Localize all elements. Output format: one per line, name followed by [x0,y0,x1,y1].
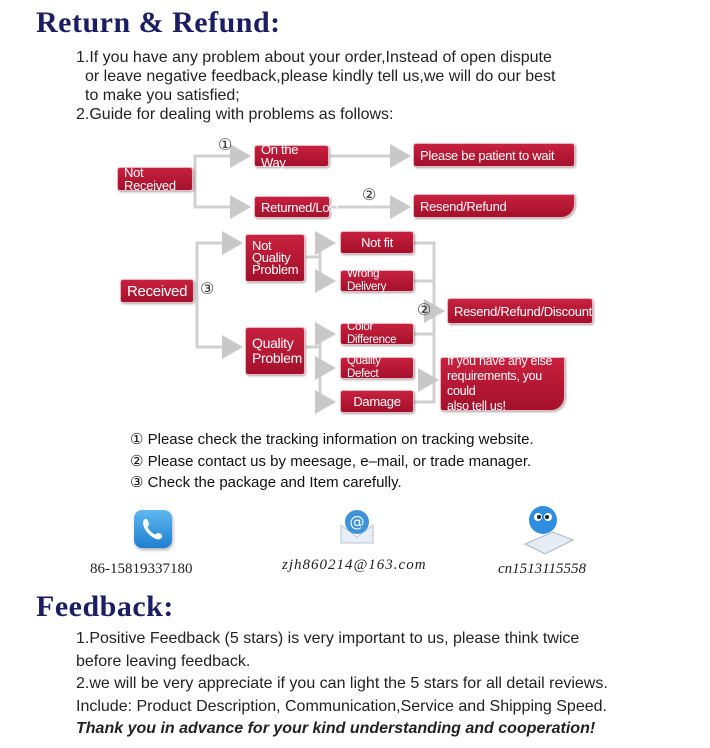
req-line-3: also tell us! [447,399,506,413]
qp-line-2: Problem [252,350,303,366]
damage-box: Damage [340,390,414,413]
phone-icon [134,510,172,548]
please-wait-box: Please be patient to wait [413,143,575,167]
email-icon [337,505,377,545]
return-refund-title: Return & Refund: [36,6,281,39]
nq-line-2: Quality [252,250,291,265]
color-difference-box: Color Difference [340,323,414,345]
note-3: ③ Check the package and Item carefully. [130,474,402,491]
note-1: ① Please check the tracking information on tracking website. [130,431,534,448]
intro-line-1: 1.If you have any problem about your order,Instead of open dispute [76,49,552,66]
qp-line-1: Quality [252,335,294,351]
quality-problem-box [245,327,305,375]
note-2: ② Please contact us by meesage, e–mail, or trade manager. [130,452,532,470]
phone-number: 86-15819337180 [90,561,193,577]
returned-lost-box: Returned/Lost [254,196,330,218]
feedback-thanks: Thank you in advance for your kind understanding and cooperation! [76,720,596,737]
quality-defect-box: Quality Defect [340,357,414,379]
not-received-box: Not Received [117,167,193,191]
intro-line-2: or leave negative feedback,please kindly tell us,we will do our best [85,68,556,85]
wrong-delivery-box: Wrong Delivery [340,270,414,292]
feedback-line-1: 1.Positive Feedback (5 stars) is very important to us, please think twice [76,630,580,647]
on-the-way-box: On the Way [254,145,329,167]
req-line-1: If you have any else [447,354,553,368]
received-box: Received [120,279,194,303]
mark-2b: ② [417,302,432,319]
not-quality-problem-box [245,234,305,282]
feedback-line-2: before leaving feedback. [76,652,251,670]
req-line-2: requirements, you could [447,369,542,398]
mark-2: ② [362,187,377,204]
qq-icon [519,500,575,556]
guide-line: 2.Guide for dealing with problems as follows: [76,106,394,123]
nq-line-1: Not [252,238,272,253]
feedback-title: Feedback: [36,590,174,623]
mark-1: ① [218,137,233,154]
feedback-paragraph [76,628,608,741]
email-address: zjh860214@163.com [282,557,427,573]
resend-refund-box: Resend/Refund [413,194,575,218]
intro-line-3: to make you satisfied; [85,87,240,104]
mark-3: ③ [200,281,215,298]
not-fit-box: Not fit [340,231,414,254]
resend-refund-discount-box: Resend/Refund/Discount [447,298,593,324]
feedback-line-3: 2.we will be very appreciate if you can light the 5 stars for all detail reviews. [76,675,608,692]
nq-line-3: Problem [252,262,299,277]
svg-text:@: @ [349,513,365,531]
feedback-line-4: Include: Product Description, Communication,Service and Shipping Speed. [76,697,607,715]
qq-number: cn1513115558 [498,561,587,577]
requirements-box [440,354,565,413]
notes-list [130,429,534,494]
